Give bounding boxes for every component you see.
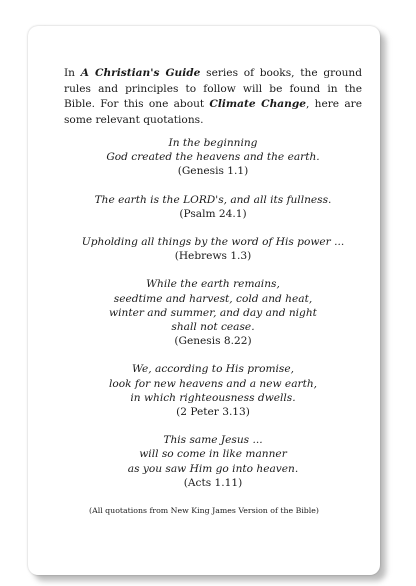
quotation-block [64, 235, 362, 263]
intro-part-3: , here are some relevant quotations. [64, 98, 362, 126]
quotation-line: While the earth remains, [146, 278, 280, 291]
quotation-line: in which righteousness dwells. [130, 391, 296, 404]
quotation-line: Upholding all things by the word of His power ... [81, 236, 345, 249]
document-page [28, 26, 380, 575]
quotation-line: God created the heavens and the earth. [106, 151, 320, 164]
series-title: A Christian's Guide [80, 67, 201, 79]
quotation-line: This same Jesus ... [163, 434, 263, 447]
footer-note: (All quotations from New King James Version of the Bible) [89, 506, 319, 515]
intro-part-2: series of books, the ground rules and principles to follow will be found in the Bible. For this one about [64, 67, 362, 110]
quotation-line: We, according to His promise, [132, 363, 294, 376]
quotation-reference: (Genesis 8.22) [174, 335, 252, 348]
quotation-block [64, 362, 362, 419]
quotation-line: look for new heavens and a new earth, [108, 377, 318, 390]
quotations-list [64, 136, 362, 490]
quotation-line: shall not cease. [171, 321, 255, 334]
intro-paragraph [64, 66, 362, 128]
quotation-block [64, 433, 362, 490]
quotation-reference: (2 Peter 3.13) [176, 406, 250, 419]
book-title: Climate Change [209, 98, 307, 110]
quotation-reference: (Psalm 24.1) [179, 207, 247, 220]
quotation-block [64, 277, 362, 348]
quotation-reference: (Hebrews 1.3) [174, 250, 252, 263]
quotation-line: In the beginning [168, 137, 258, 149]
quotation-reference: (Genesis 1.1) [177, 165, 249, 178]
quotation-line: will so come in like manner [139, 448, 287, 461]
quotation-block [64, 136, 362, 179]
quotation-line: winter and summer, and day and night [109, 306, 317, 319]
quotation-line: seedtime and harvest, cold and heat, [113, 292, 313, 305]
quotation-line: as you saw Him go into heaven. [127, 462, 299, 475]
intro-part-1: In [64, 67, 81, 79]
quotation-line: The earth is the LORD's, and all its fullness. [94, 193, 332, 206]
quotation-reference: (Acts 1.11) [183, 476, 243, 489]
quotation-block [64, 193, 362, 221]
